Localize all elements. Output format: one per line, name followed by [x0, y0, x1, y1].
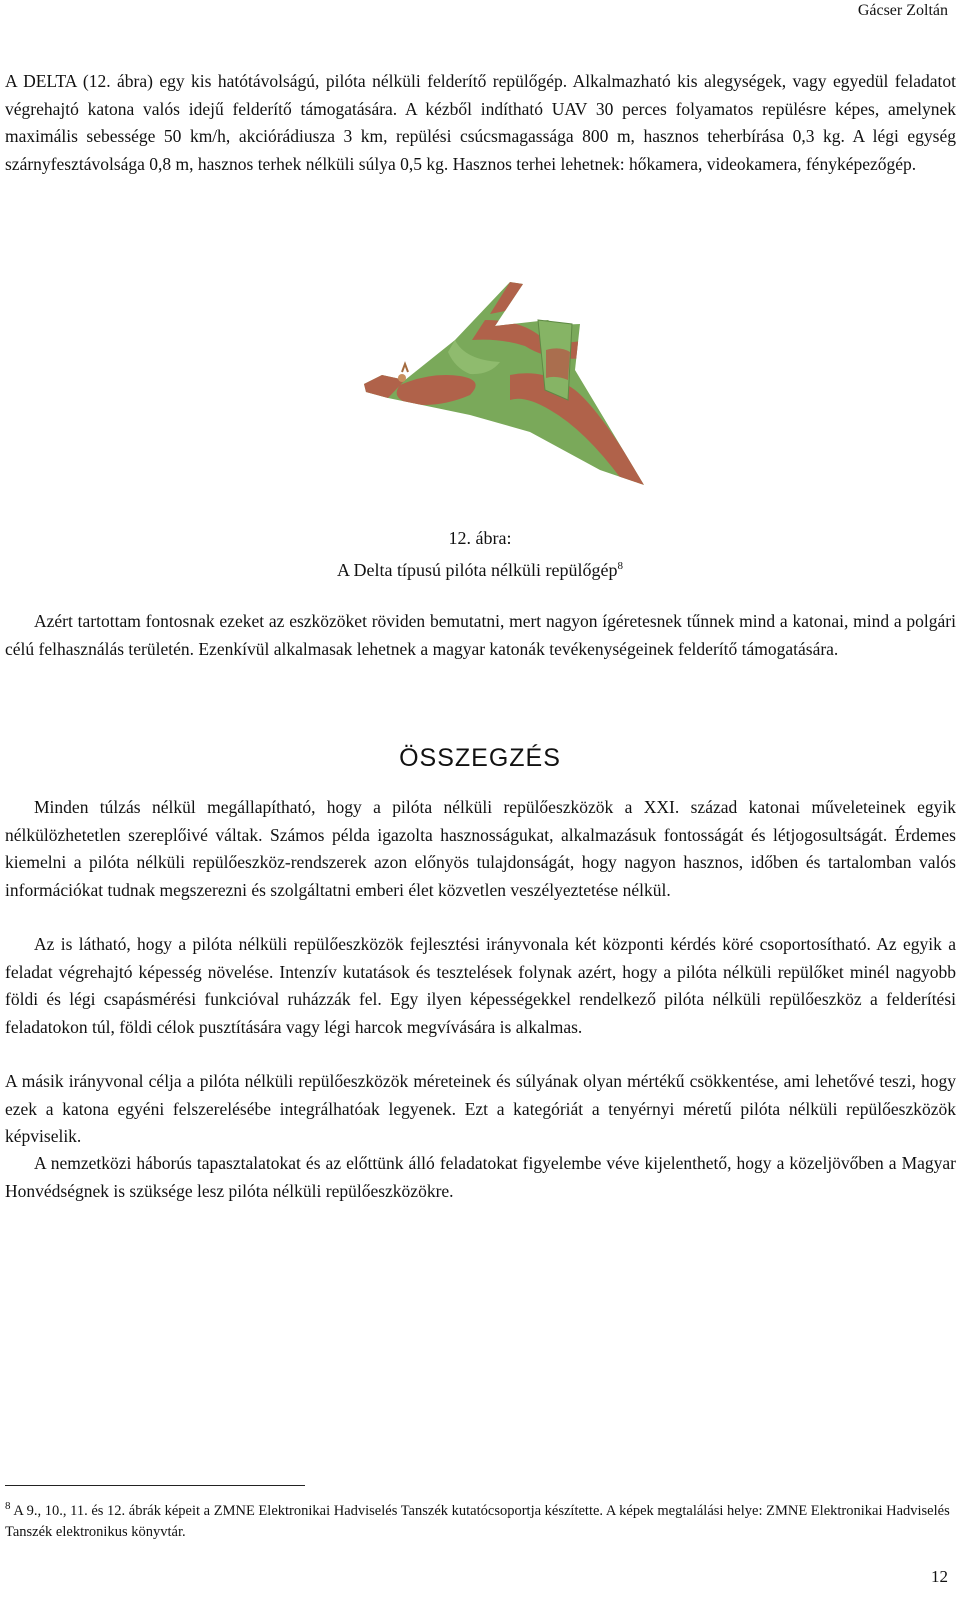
paragraph-summary-3: A másik irányvonal célja a pilóta nélküli repülőeszközök méreteinek és súlyának olyan mértékű csökkentése, ami lehetővé teszi, hogy ezek a katona egyéni felszerelésébe integrálhatóak legyenek. Ezt a kategóriát a tenyérnyi méretű pilóta nélküli repülőeszközök képviselik. — [5, 1071, 956, 1146]
paragraph-importance: Azért tartottam fontosnak ezeket az eszközöket röviden bemutatni, mert nagyon ígéretesnek tűnnek mind a katonai, mind a polgári célú felhasználás területén. Ezenkívül alkalmasak lehetnek a magyar katonák tevékenységeinek felderítő támogatására. — [5, 611, 956, 659]
paragraph-summary-1: Minden túlzás nélkül megállapítható, hogy a pilóta nélküli repülőeszközök a XXI. század katonai műveleteinek egyik nélkülözhetetlen szereplőivé váltak. Számos példa igazolta hasznosságukat, alkalmazásuk fontosságát és létjogosultságát. Érdemes kiemelni a pilóta nélküli repülőeszköz-rendszerek azon előnyös tulajdonságát, hogy nagyon hasznos, időben és tartalomban valós információkat tudnak megszerezni és szolgáltatni emberi élet közvetlen veszélyeztetése nélkül. — [5, 797, 956, 900]
figure-delta-uav — [360, 280, 660, 500]
footnote — [5, 1496, 956, 1543]
figure-label: 12. ábra: — [448, 528, 512, 548]
delta-uav-photo — [360, 280, 660, 500]
figure-caption — [0, 553, 960, 584]
footnote-text: A 9., 10., 11. és 12. ábrák képeit a ZMNE Elektronikai Hadviselés Tanszék kutatócsoportja készítette. A képek megtalálási helye: ZMNE Elektronikai Hadviselés Tanszék elektronikus könyvtár. — [5, 1502, 950, 1540]
footnote-divider — [5, 1485, 305, 1486]
paragraph-summary-2: Az is látható, hogy a pilóta nélküli repülőeszközök fejlesztési irányvonala két központi kérdés köré csoportosítható. Az egyik a feladat végrehajtó képesség növelése. Intenzív kutatások és tesztelések folynak azért, hogy a pilóta nélküli repülőket minél nagyobb földi és légi csapásmérési funkcióval ruházzák fel. Egy ilyen képességekkel rendelkező pilóta nélküli repülőeszköz a felderítési feladatokon túl, földi célok pusztítására vagy légi harcok megvívására is alkalmas. — [5, 934, 956, 1037]
section-heading: ÖSSZEGZÉS — [399, 744, 561, 772]
page-number: 12 — [931, 1567, 948, 1586]
paragraph-summary-4: A nemzetközi háborús tapasztalatokat és az előttünk álló feladatokat figyelembe véve kijelenthető, hogy a közeljövőben a Magyar Honvédségnek is szüksége lesz pilóta nélküli repülőeszközökre. — [5, 1153, 956, 1201]
figure-caption-title: A Delta típusú pilóta nélküli repülőgép — [337, 560, 618, 580]
paragraph-delta-description: A DELTA (12. ábra) egy kis hatótávolságú, pilóta nélküli felderítő repülőgép. Alkalmazható kis alegységek, vagy egyedül feladatot végrehajtó katona valós idejű felderítő támogatására. A kézből indítható UAV 30 perces folyamatos repülésre képes, amelynek maximális sebessége 50 km/h, akciórádiusza 3 km, repülési csúcsmagassága 800 m, hasznos teherbírása 0,3 kg. A légi egység szárnyfesztávolsága 0,8 m, hasznos terhek nélküli súlya 0,5 kg. Hasznos terhei lehetnek: hőkamera, videokamera, fényképezőgép. — [5, 71, 956, 174]
running-header-author: Gácser Zoltán — [857, 2, 948, 19]
footnote-number: 8 — [5, 1500, 11, 1512]
footnote-reference[interactable]: 8 — [617, 560, 623, 572]
